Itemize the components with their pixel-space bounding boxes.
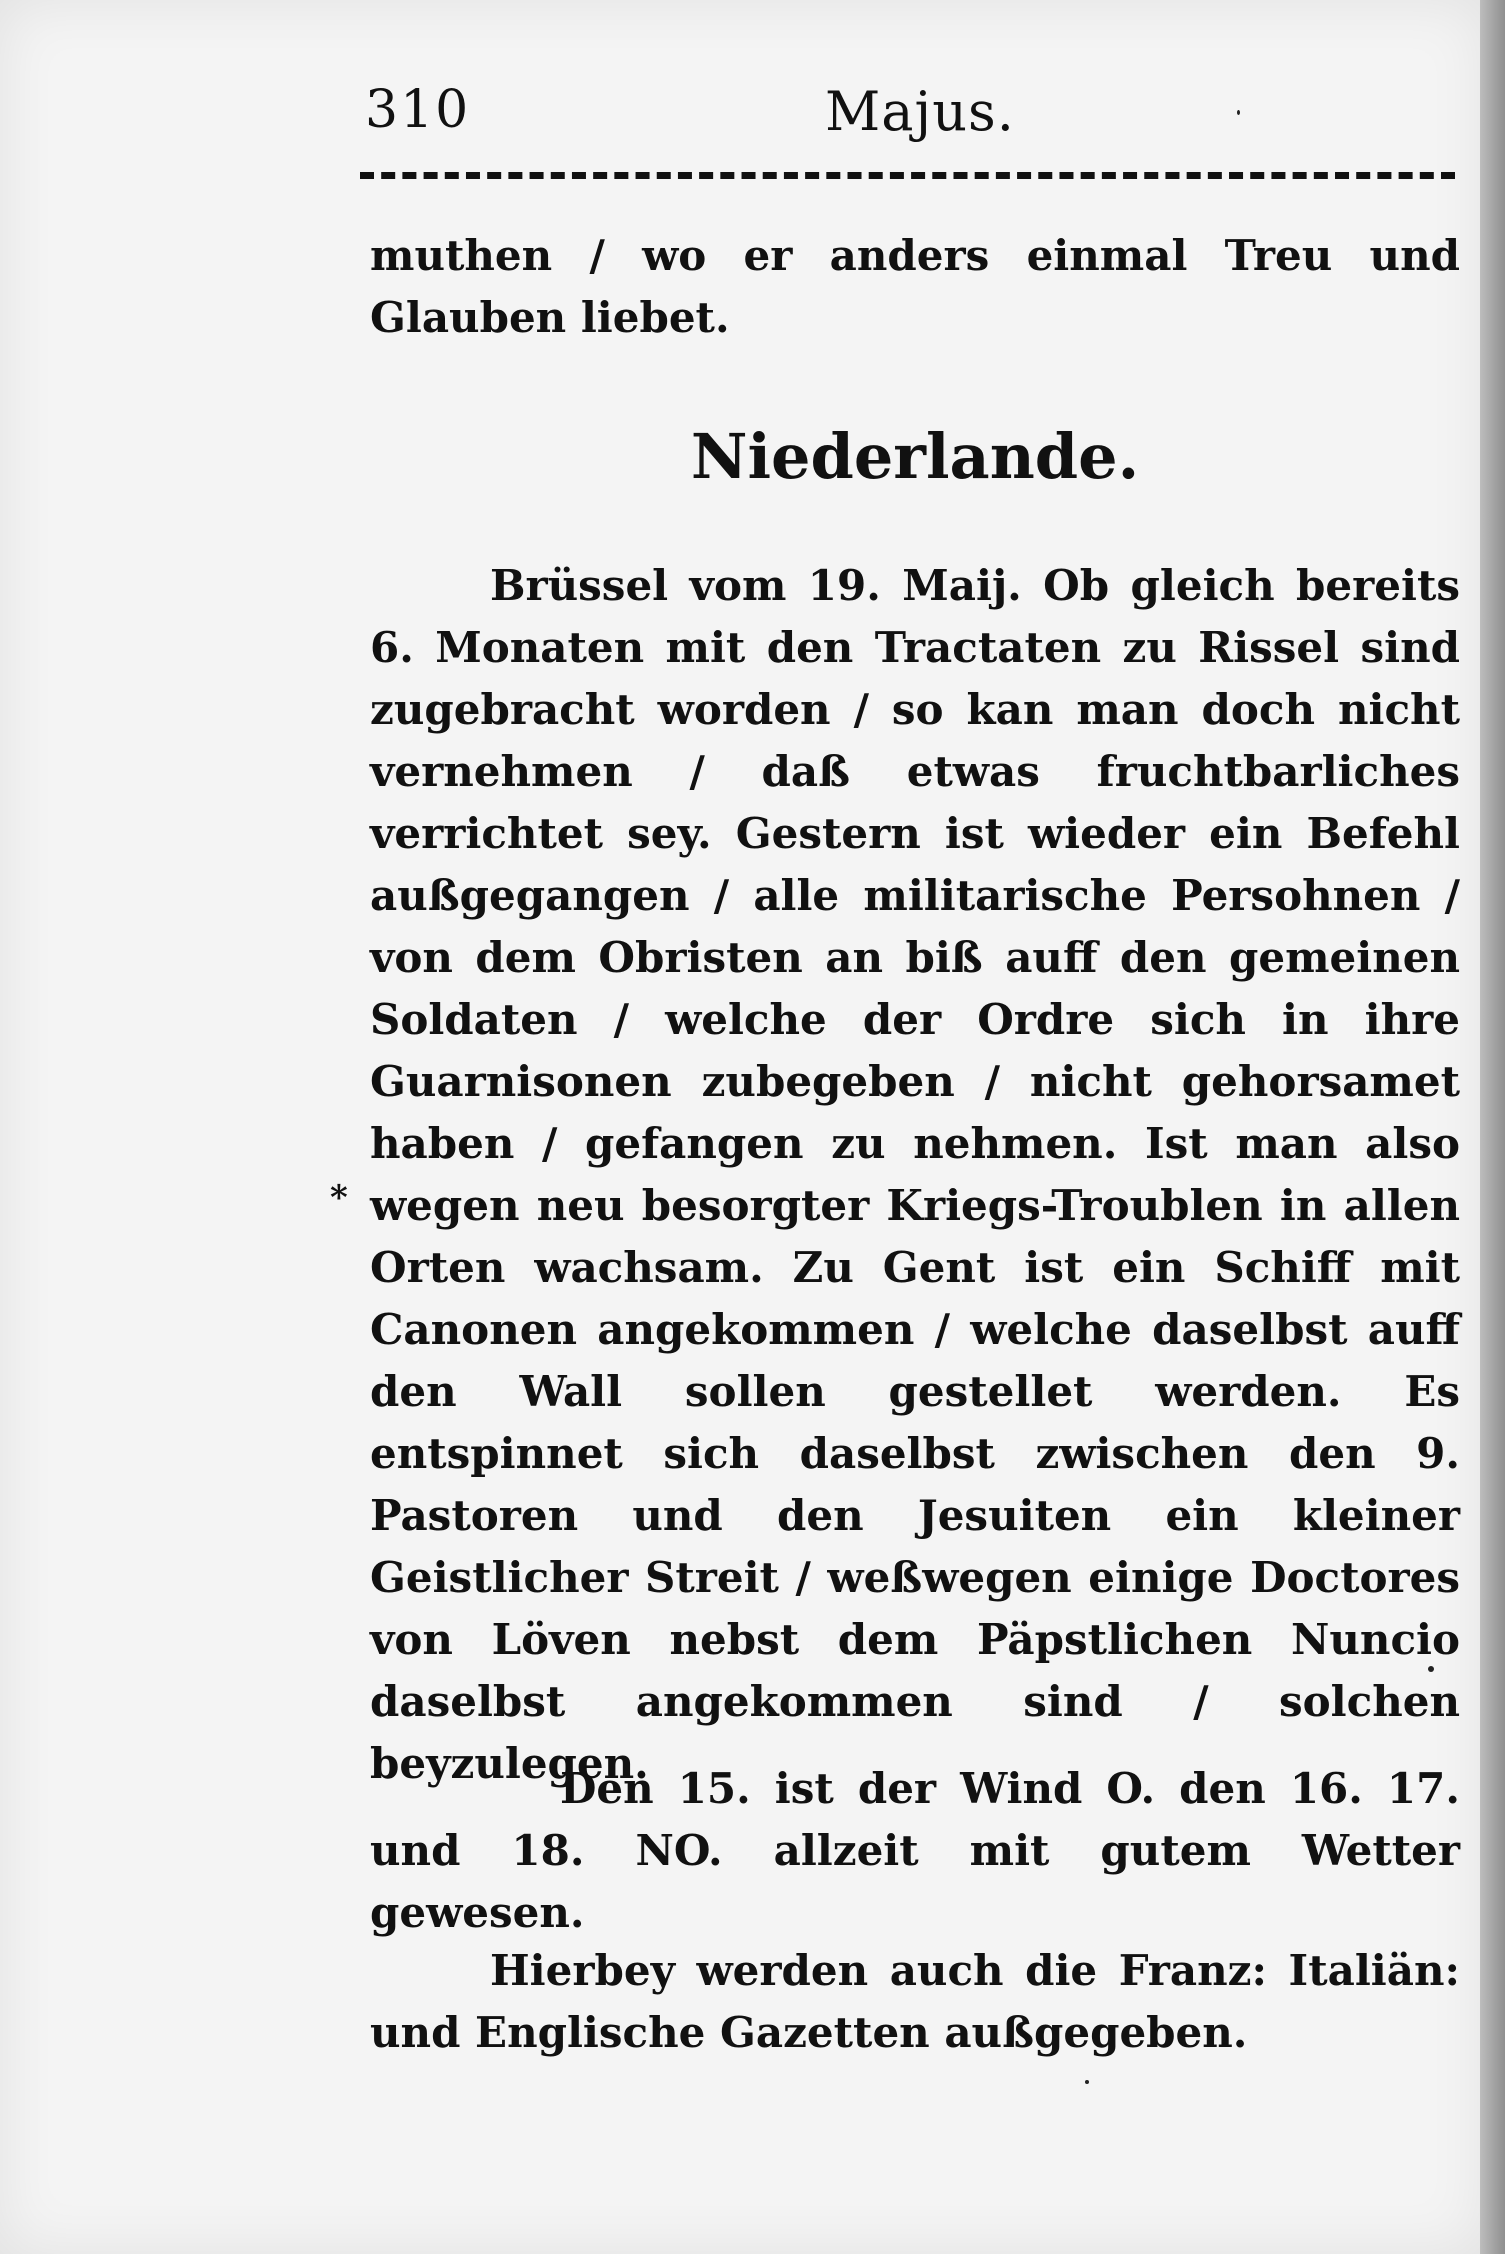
- speck-mark: [1237, 110, 1240, 115]
- page-number: 310: [365, 80, 471, 140]
- speck-mark: [1085, 2080, 1089, 2084]
- page-header: [365, 80, 1465, 150]
- continuation-paragraph: muthen / wo er anders einmal Treu und Glauben liebet.: [370, 231, 1460, 342]
- section-title: Niederlande.: [690, 420, 1140, 493]
- speck-mark: [1428, 1666, 1434, 1672]
- margin-mark: *: [330, 1178, 348, 1218]
- closing-notice: Hierbey werden auch die Franz: Italiän: und Englische Gazetten außgegeben.: [370, 1946, 1460, 2057]
- weather-report: Den 15. ist der Wind O. den 16. 17. und 18. NO. allzeit mit gutem Wetter gewesen.: [370, 1764, 1460, 1937]
- running-head: Majus.: [825, 80, 1015, 143]
- binding-shadow: [1480, 0, 1505, 2254]
- header-rule: [360, 172, 1455, 179]
- news-article: Brüssel vom 19. Maij. Ob gleich bereits 6. Monaten mit den Tractaten zu Rissel sind zugebracht worden / so kan man doch nicht vernehmen / daß etwas fruchtbarliches verrichtet sey. Gestern ist wieder ein Befehl außgegangen / alle militarische Persohnen / von dem Obristen an biß auff den gemeinen Soldaten / welche der Ordre sich in ihre Guarnisonen zubegeben / nicht gehorsamet haben / gefangen zu nehmen. Ist man also wegen neu besorgter Kriegs-Troublen in allen Orten wachsam. Zu Gent ist ein Schiff mit Canonen angekommen / welche daselbst auff den Wall sollen gestellet werden. Es entspinnet sich daselbst zwischen den 9. Pastoren und den Jesuiten ein kleiner Geistlicher Streit / weßwegen einige Doctores von Löven nebst dem Päpstlichen Nuncio daselbst angekommen sind / solchen beyzulegen.: [370, 561, 1460, 1788]
